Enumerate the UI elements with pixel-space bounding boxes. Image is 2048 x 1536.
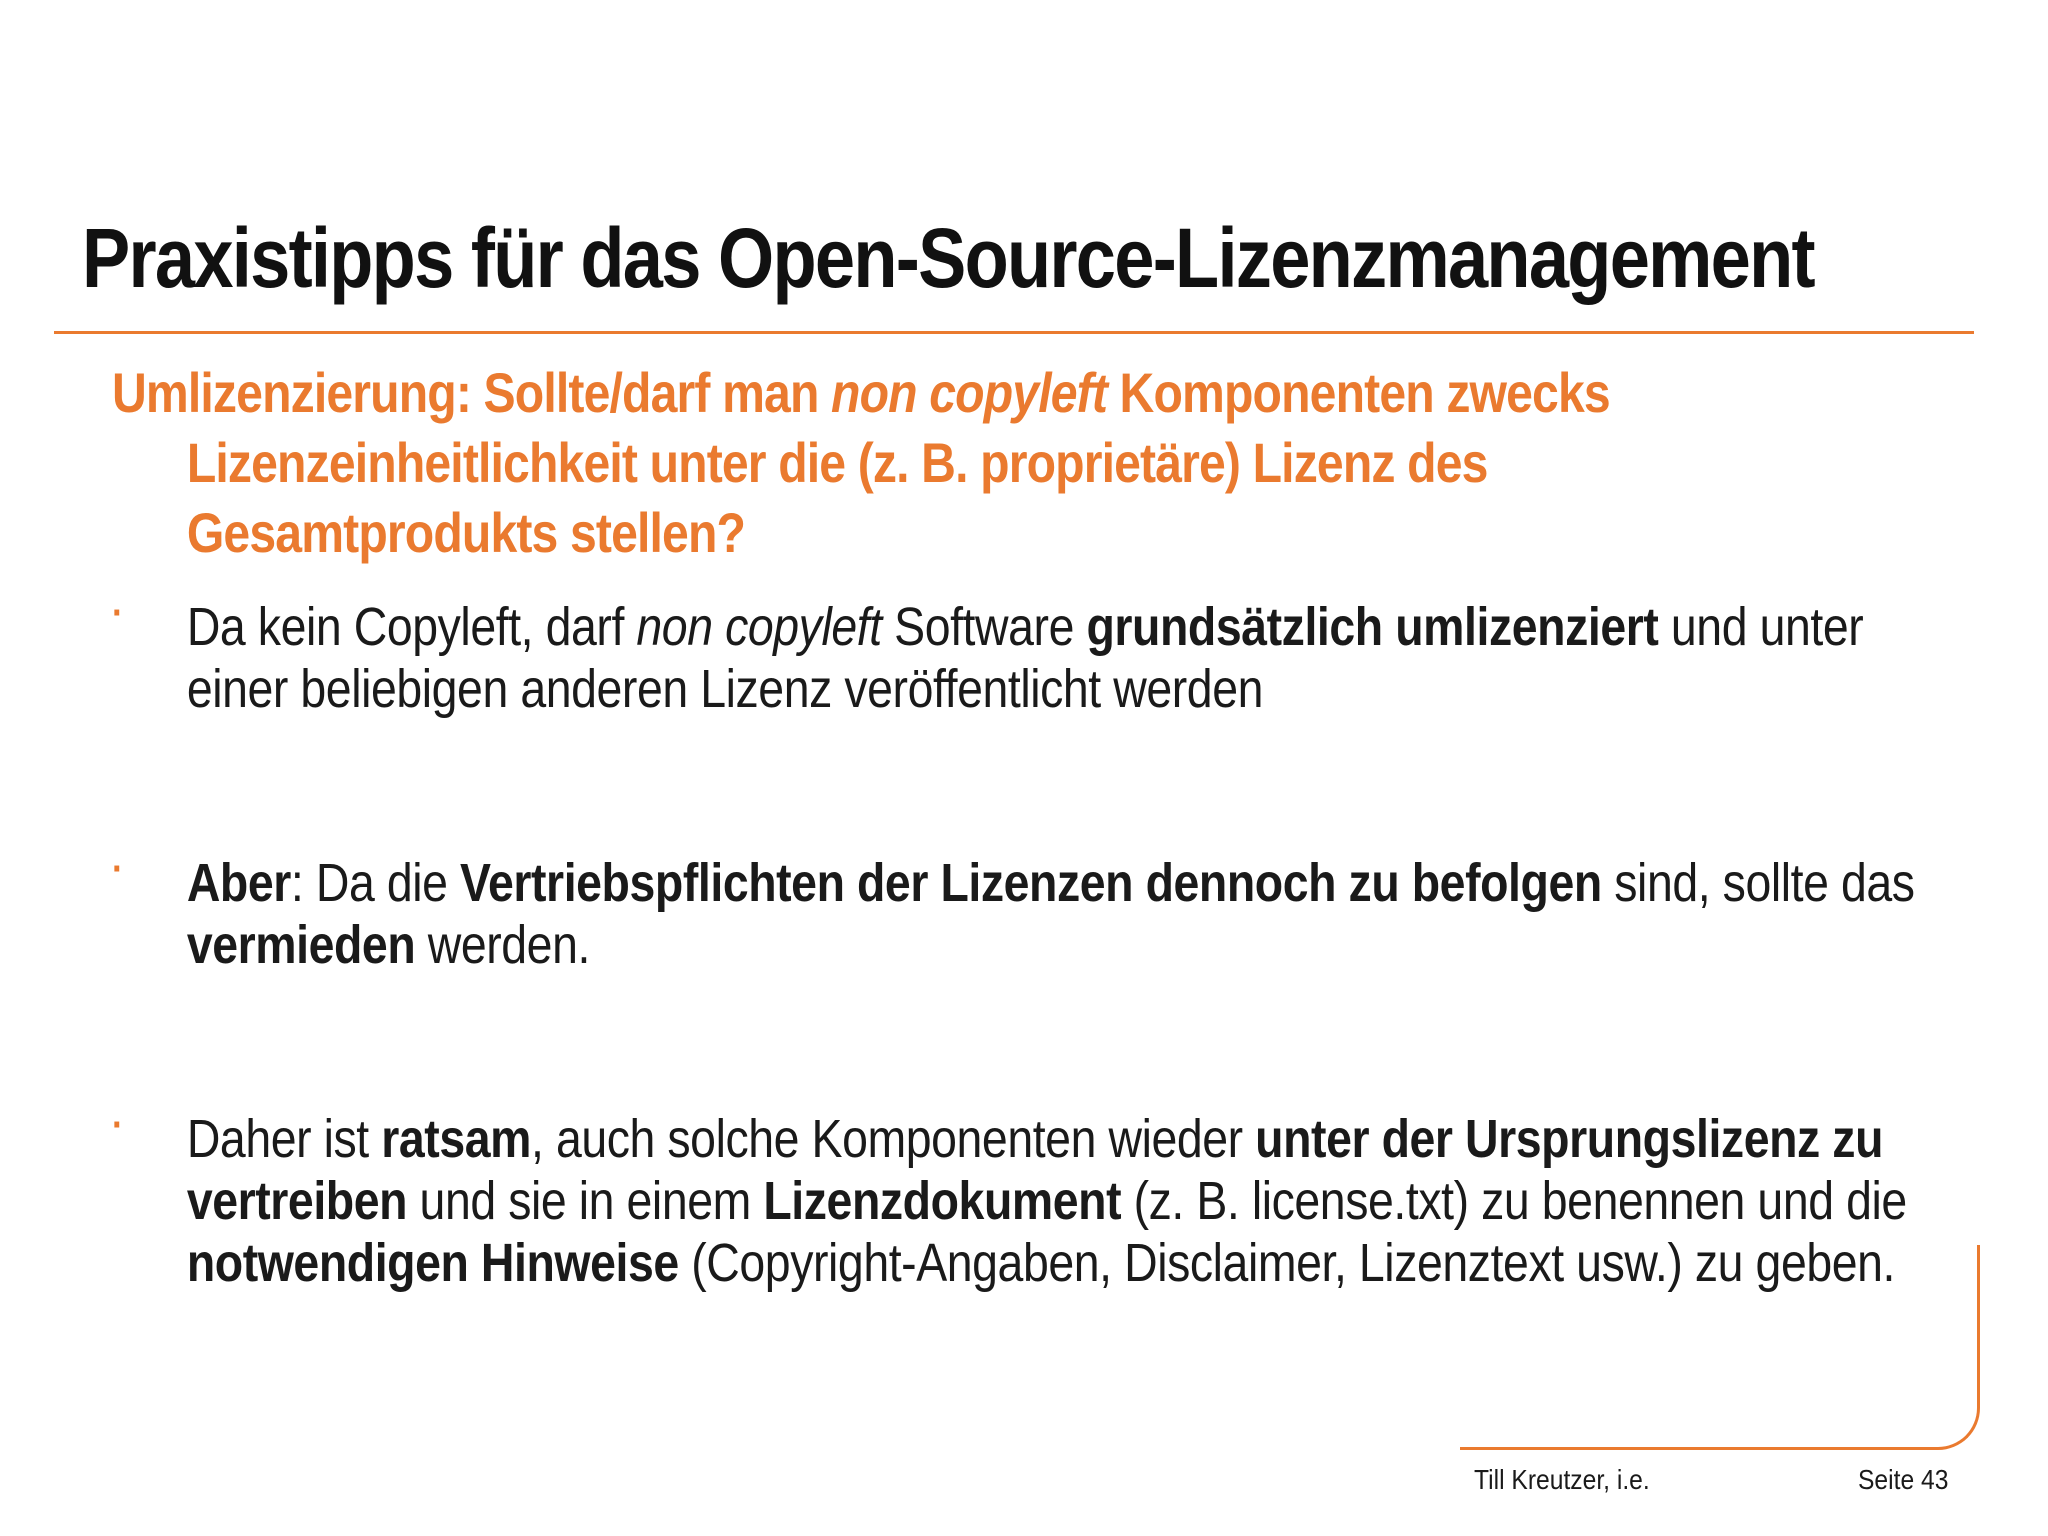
page-number: Seite 43 bbox=[1858, 1464, 1949, 1495]
subheading-line-1 bbox=[112, 358, 1746, 428]
slide-title: Praxistipps für das Open-Source-Lizenzmanagement bbox=[82, 211, 1814, 305]
subheading-text: Komponenten zwecks bbox=[1107, 361, 1610, 424]
bullet-span: werden. bbox=[415, 915, 590, 975]
bullet-strong: grundsätzlich umlizenziert bbox=[1086, 597, 1659, 657]
bullet-item bbox=[112, 847, 1961, 976]
bullet-strong: vermieden bbox=[186, 915, 416, 975]
subheading-emphasis: non copyleft bbox=[831, 361, 1108, 424]
bullet-strong: Lizenzdokument bbox=[763, 1171, 1122, 1231]
bullet-strong: ratsam bbox=[381, 1109, 531, 1169]
footer-corner-frame bbox=[1460, 1245, 1980, 1450]
bullet-text bbox=[112, 852, 1961, 976]
bullet-marker: · bbox=[112, 847, 124, 891]
bullet-span: sind, sollte das bbox=[1601, 853, 1915, 913]
bullet-span: : Da die bbox=[290, 853, 460, 913]
bullet-span: und sie in einem bbox=[407, 1171, 764, 1231]
bullet-span: Software bbox=[881, 597, 1087, 657]
footer-author: Till Kreutzer, i.e. bbox=[1474, 1464, 1650, 1495]
bullet-strong: notwendigen Hinweise bbox=[186, 1233, 679, 1293]
bullet-strong: unter der Ursprungslizenz zu vertreiben bbox=[186, 1109, 1884, 1231]
bullet-span: (z. B. license.txt) zu benennen und die bbox=[1121, 1171, 1907, 1231]
bullet-span: (Copyright-Angaben, Disclaimer, Lizenztext usw.) zu geben. bbox=[678, 1233, 1896, 1293]
bullet-span: , auch solche Komponenten wieder bbox=[530, 1109, 1256, 1169]
bullet-item bbox=[112, 591, 1961, 720]
title-divider bbox=[54, 331, 1974, 334]
bullet-emphasis: non copyleft bbox=[636, 597, 882, 657]
subheading-line-2: Lizenzeinheitlichkeit unter die (z. B. proprietäre) Lizenz des bbox=[186, 431, 1488, 494]
bullet-strong: Aber bbox=[186, 853, 291, 913]
subheading bbox=[112, 358, 1746, 568]
bullet-span: Daher ist bbox=[186, 1109, 382, 1169]
bullet-marker: · bbox=[112, 1103, 124, 1147]
bullet-text bbox=[112, 596, 1961, 720]
bullet-span: Da kein Copyleft, darf bbox=[186, 597, 637, 657]
subheading-line-3: Gesamtprodukts stellen? bbox=[186, 501, 746, 564]
bullet-marker: · bbox=[112, 591, 124, 635]
bullet-span: und unter einer beliebigen anderen Lizenz veröffentlicht werden bbox=[186, 597, 1864, 719]
subheading-text: Umlizenzierung: Sollte/darf man bbox=[112, 361, 832, 424]
bullet-strong: Vertriebspflichten der Lizenzen dennoch zu befolgen bbox=[459, 853, 1602, 913]
